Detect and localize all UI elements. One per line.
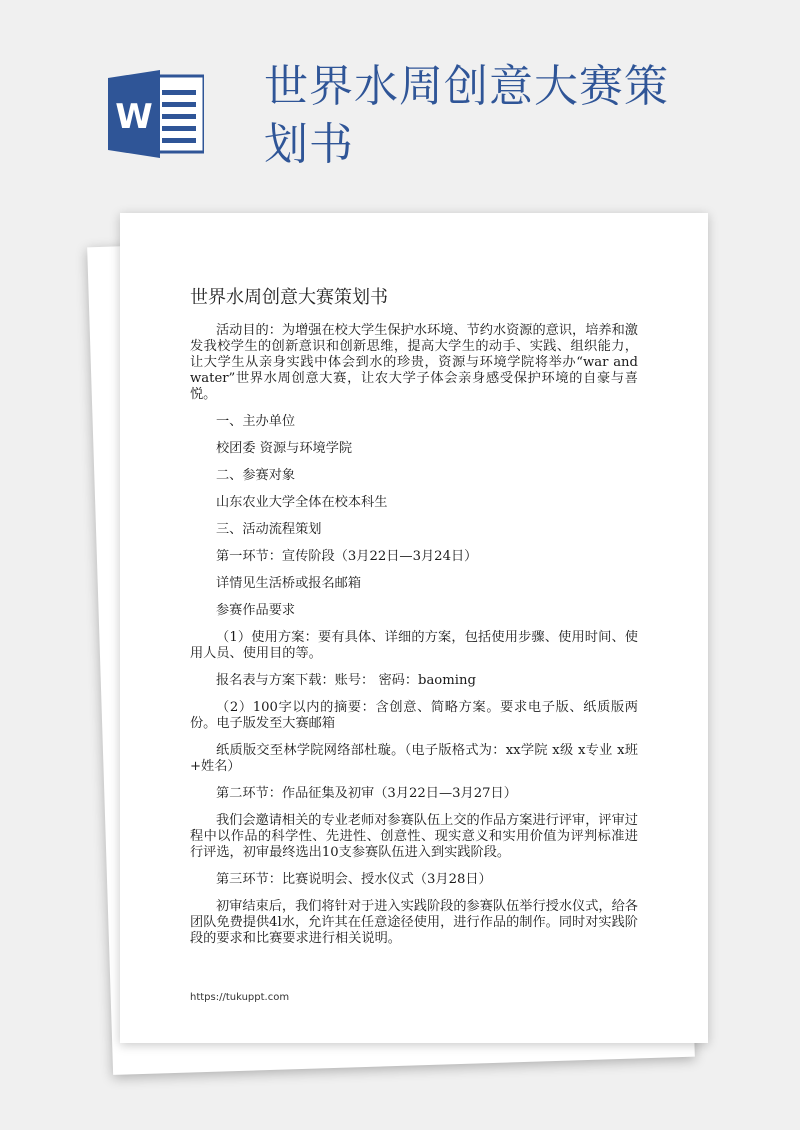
stage-two-heading: 第二环节：作品征集及初审（3月22日—3月27日）	[216, 786, 517, 801]
download-info: 报名表与方案下载：账号： 密码：baoming	[216, 673, 476, 688]
document-page	[120, 213, 708, 1043]
organizer-names: 校团委 资源与环境学院	[216, 441, 353, 456]
word-document-icon	[108, 70, 204, 158]
logo-letter: W	[115, 97, 153, 137]
paragraph-purpose: 活动目的：为增强在校大学生保护水环境、节约水资源的意识，培养和激发我校学生的创新意识和创新思维，提高大学生的动手、实践、组织能力，让大学生从亲身实践中体会到水的珍贵，资源与环境学院将举办“war and water”世界水周创意大赛，让农大学子体会亲身感受保护环境的自豪与喜悦。	[190, 323, 638, 402]
heading-participants: 二、参赛对象	[216, 468, 296, 483]
header-title: 世界水周创意大赛策划书	[264, 61, 669, 170]
document-title: 世界水周创意大赛策划书	[190, 287, 388, 308]
document-body	[190, 323, 638, 958]
stage-three-heading: 第三环节：比赛说明会、授水仪式（3月28日）	[216, 872, 492, 887]
heading-organizer: 一、主办单位	[216, 414, 296, 429]
footer-url[interactable]: https://tukuppt.com	[190, 992, 290, 1003]
details-text: 详情见生活桥或报名邮箱	[216, 576, 362, 591]
entry-requirements-heading: 参赛作品要求	[216, 603, 296, 618]
stage-two-text: 我们会邀请相关的专业老师对参赛队伍上交的作品方案进行评审，评审过程中以作品的科学性、先进性、创意性、现实意义和实用价值为评判标准进行评选，初审最终选出10支参赛队伍进入到实践阶段。	[190, 813, 638, 860]
paper-submission: 纸质版交至林学院网络部杜璇。（电子版格式为：xx学院 x级 x专业 x班+姓名）	[190, 743, 638, 774]
requirement-two: （2）100字以内的摘要：含创意、简略方案。要求电子版、纸质版两份。电子版发至大赛邮箱	[190, 700, 638, 731]
stage-one-heading: 第一环节：宣传阶段（3月22日—3月24日）	[216, 549, 478, 564]
stage-three-text: 初审结束后，我们将针对于进入实践阶段的参赛队伍举行授水仪式，给各团队免费提供4l水，允许其在任意途径使用，进行作品的制作。同时对实践阶段的要求和比赛要求进行相关说明。	[190, 899, 638, 946]
participants-text: 山东农业大学全体在校本科生	[216, 495, 388, 510]
requirement-one: （1）使用方案：要有具体、详细的方案，包括使用步骤、使用时间、使用人员、使用目的等。	[190, 630, 638, 661]
heading-process: 三、活动流程策划	[216, 522, 322, 537]
